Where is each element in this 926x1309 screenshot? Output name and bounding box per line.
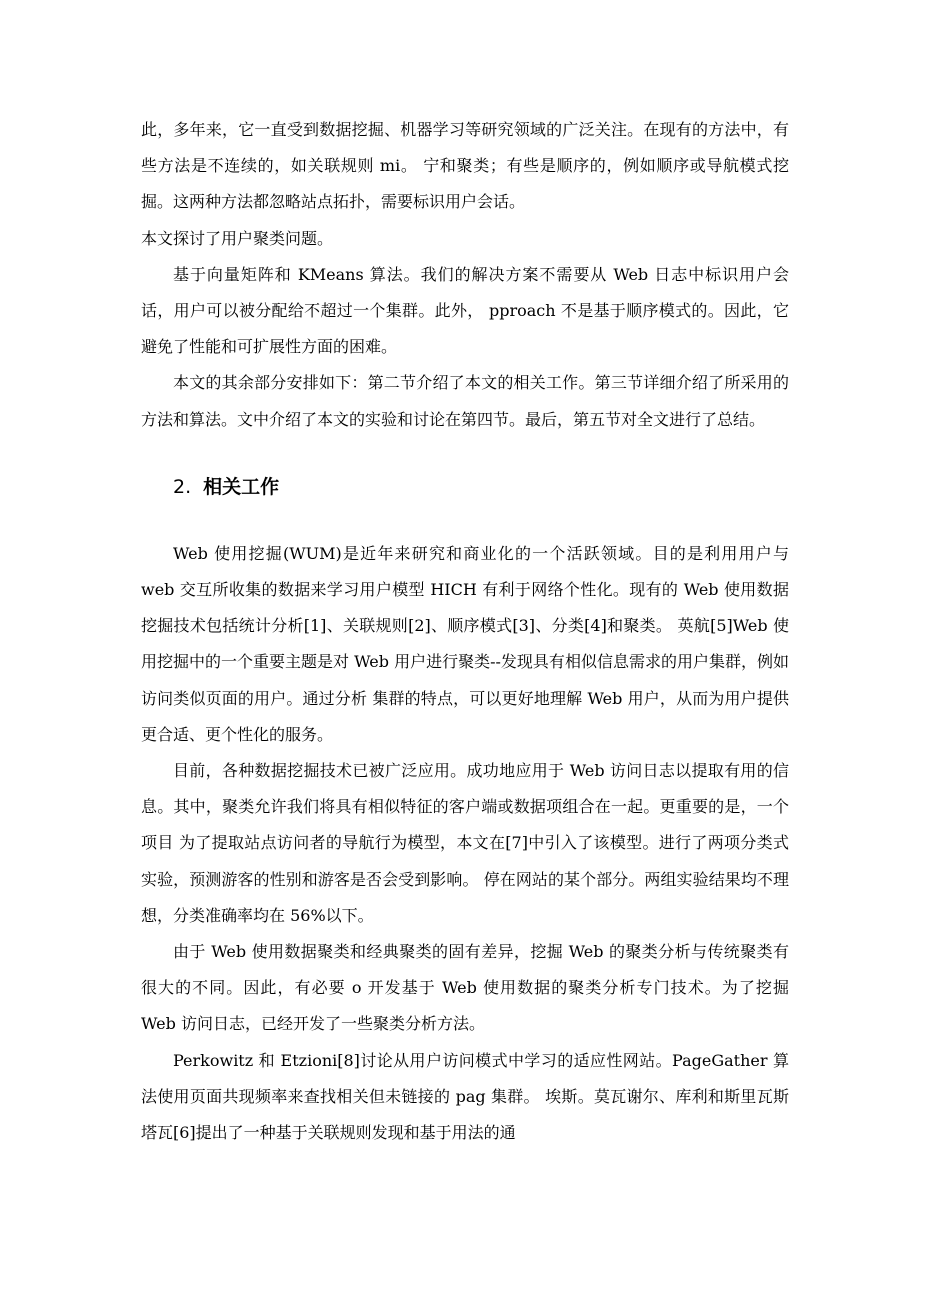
paragraph: 本文探讨了用户聚类问题。	[141, 228, 334, 248]
section-title: 相关工作	[203, 475, 280, 498]
document-body	[141, 112, 789, 1151]
paragraph: 目前，各种数据挖掘技术已被广泛应用。成功地应用于 Web 访问日志以提取有用的信息。其中，聚类允许我们将具有相似特征的客户端或数据项组合在一起。更重要的是，一个项目 为了提取站点访问者的导航行为模型，本文在[7]中引入了该模型。进行了两项分类式实验，预测游客的性别和游客是否会受到影响。 停在网站的某个部分。两组实验结果均不理想，分类准确率均在 56%以下。	[141, 761, 789, 925]
paragraph: 本文的其余部分安排如下：第二节介绍了本文的相关工作。第三节详细介绍了所采用的方法和算法。文中介绍了本文的实验和讨论在第四节。最后，第五节对全文进行了总结。	[141, 373, 789, 429]
paragraph: 此，多年来，它一直受到数据挖掘、机器学习等研究领域的广泛关注。在现有的方法中，有些方法是不连续的，如关联规则 mi。 宁和聚类；有些是顺序的，例如顺序或导航模式挖掘。这两种方法都忽略站点拓扑，需要标识用户会话。	[141, 120, 789, 212]
paragraph: 基于向量矩阵和 KMeans 算法。我们的解决方案不需要从 Web 日志中标识用户会话，用户可以被分配给不超过一个集群。此外， pproach 不是基于顺序模式的。因此，它避免了性能和可扩展性方面的困难。	[141, 264, 789, 357]
section-heading	[141, 438, 789, 536]
paragraph: Perkowitz 和 Etzioni[8]讨论从用户访问模式中学习的适应性网站。PageGather 算法使用页面共现频率来查找相关但未链接的 pag 集群。 埃斯。莫瓦谢尔、库利和斯里瓦斯塔瓦[6]提出了一种基于关联规则发现和基于用法的通	[141, 1050, 789, 1143]
paragraph: Web 使用挖掘(WUM)是近年来研究和商业化的一个活跃领域。目的是利用用户与 web 交互所收集的数据来学习用户模型 HICH 有利于网络个性化。现有的 Web 使用数据挖掘技术包括统计分析[1]、关联规则[2]、顺序模式[3]、分类[4]和聚类。 英航[5]Web 使用挖掘中的一个重要主题是对 Web 用户进行聚类--发现具有相似信息需求的用户集群，例如访问类似页面的用户。通过分析 集群的特点，可以更好地理解 Web 用户，从而为用户提供更合适、更个性化的服务。	[141, 543, 789, 744]
paragraph: 由于 Web 使用数据聚类和经典聚类的固有差异，挖掘 Web 的聚类分析与传统聚类有很大的不同。因此，有必要 o 开发基于 Web 使用数据的聚类分析专门技术。为了挖掘 Web 访问日志，已经开发了一些聚类分析方法。	[141, 942, 789, 1034]
section-number: 2.	[173, 475, 192, 498]
